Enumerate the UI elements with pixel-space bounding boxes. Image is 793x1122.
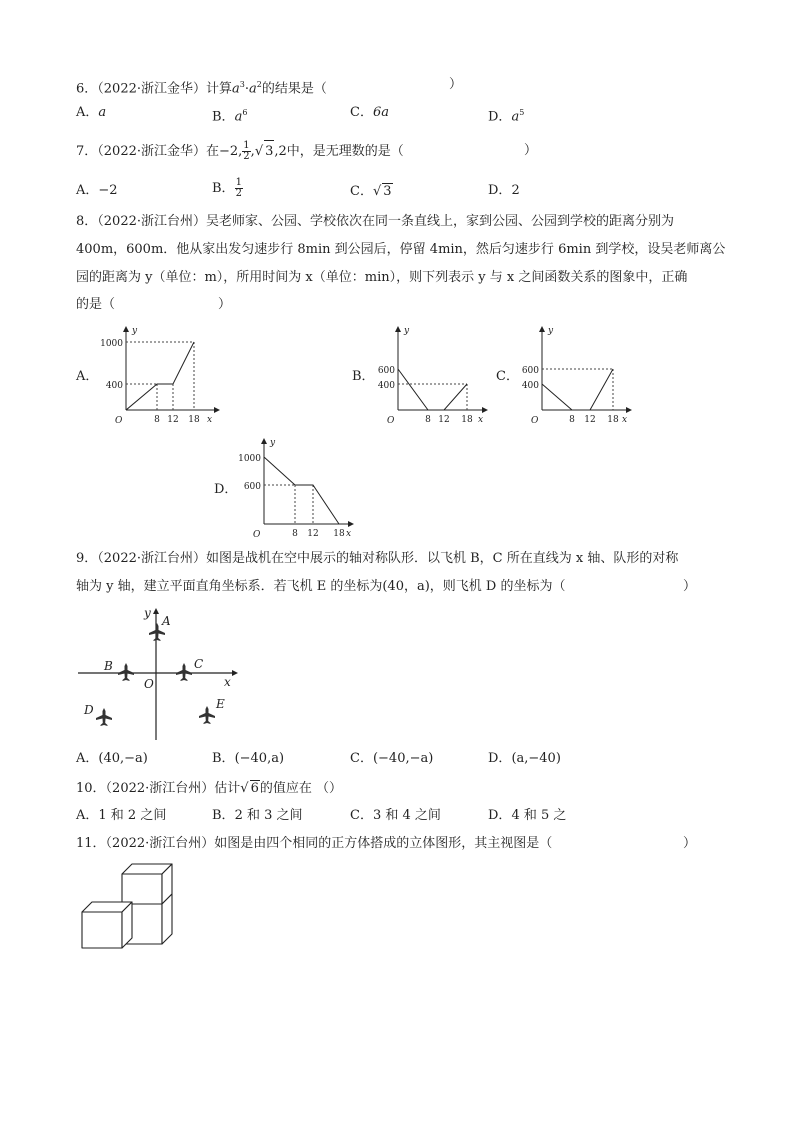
x-axis-label: x (478, 415, 484, 425)
q10-sqrt-value: 6 (250, 781, 259, 796)
y-tick-label: 600 (243, 482, 261, 492)
y-axis-label: y (548, 326, 554, 336)
option-text: (40,−a) (98, 751, 148, 766)
x-tick-label: 8 (154, 415, 160, 425)
plane-d-label: D (84, 703, 94, 717)
option-letter: B． (212, 751, 235, 766)
y-axis-arrow-icon (261, 438, 267, 444)
option-letter: C． (350, 105, 373, 120)
option-letter: D． (488, 109, 512, 125)
option-letter: B． (212, 808, 235, 823)
origin-label: O (144, 677, 154, 691)
y-axis-arrow-icon (153, 608, 159, 614)
x-axis-arrow-icon (482, 407, 488, 413)
x-axis-arrow-icon (626, 407, 632, 413)
option-letter: C． (350, 184, 373, 199)
q6-expr-a2: a (249, 81, 257, 97)
cube-front-face (82, 912, 122, 948)
y-tick-label: 400 (377, 381, 395, 391)
option-text: 1 和 2 之间 (98, 808, 167, 823)
q9-stem-line2: 轴为 y 轴，建立平面直角坐标系．若飞机 E 的坐标为(40，a)，则飞机 D 的坐标为（ (76, 579, 566, 594)
plane-b-icon (118, 663, 134, 681)
plane-b-label: B (104, 659, 113, 673)
y-axis-label: y (404, 326, 410, 336)
q7-option-b[interactable] (212, 178, 243, 200)
origin-label: O (253, 530, 261, 540)
x-tick-label: 8 (292, 529, 298, 539)
q7-option-c[interactable] (350, 183, 393, 200)
q8-stem-line1: 8．（2022·浙江台州）吴老师家、公园、学校依次在同一条直线上，家到公园、公园到学校的距离分别为 (76, 214, 674, 229)
option-letter: D． (488, 808, 512, 823)
origin-label: O (387, 416, 395, 426)
q9-stem-line1: 9．（2022·浙江台州）如图是战机在空中展示的轴对称队形．以飞机 B，C 所在直线为 x 轴、队形的对称 (76, 551, 679, 566)
q9-paren-close: ） (683, 579, 697, 594)
q11-cubes-figure (78, 860, 174, 952)
option-fraction (235, 178, 243, 199)
option-text: (−40,a) (234, 751, 285, 766)
q8-option-a[interactable]: A． (76, 369, 99, 384)
q9-formation-figure (78, 602, 248, 742)
origin-label: O (115, 416, 123, 426)
option-letter: D． (488, 183, 512, 198)
q6-stem-text: 6．（2022·浙江金华）计算 (76, 81, 232, 97)
plane-a-label: A (162, 614, 171, 628)
x-tick-label: 8 (425, 415, 431, 425)
sqrt-icon: √ (372, 184, 382, 199)
q10-option-c[interactable] (350, 808, 441, 824)
plane-e-icon (199, 706, 215, 724)
q8-option-c[interactable]: C． (496, 369, 519, 384)
x-tick-label: 18 (188, 415, 200, 425)
y-axis-label: y (132, 326, 138, 336)
sqrt-icon: √ (240, 781, 249, 796)
q8-stem-line4: 的是（ (76, 297, 116, 312)
graph-c (512, 322, 642, 426)
y-axis-label: y (270, 438, 276, 448)
y-axis-arrow-icon (395, 326, 401, 332)
q7-option-d[interactable] (488, 183, 520, 199)
q9-option-d[interactable] (488, 751, 561, 767)
y-tick-label: 1000 (238, 454, 261, 464)
option-exp: 5 (519, 108, 525, 117)
option-exp: 6 (242, 108, 248, 117)
x-axis-label: x (207, 415, 213, 425)
x-tick-label: 12 (438, 415, 450, 425)
sqrt-icon: √ (254, 144, 264, 159)
option-letter: A． (76, 105, 99, 120)
q6-option-b[interactable] (212, 105, 247, 125)
x-tick-label: 12 (167, 415, 179, 425)
y-axis-label: y (144, 606, 151, 620)
x-axis-arrow-icon (214, 407, 220, 413)
x-axis-label: x (622, 415, 628, 425)
x-axis-arrow-icon (232, 670, 238, 676)
q6-option-c[interactable] (350, 105, 389, 121)
option-text: (−40,−a) (372, 751, 434, 766)
option-letter: C． (350, 751, 373, 766)
q7-option-a[interactable] (76, 183, 118, 199)
x-axis-label: x (346, 529, 352, 539)
option-text: 2 和 3 之间 (234, 808, 303, 823)
y-tick-label: 600 (521, 366, 539, 376)
q7-list-pre: −2, (219, 144, 243, 159)
fraction-numerator: 1 (243, 140, 250, 151)
q7-paren-close: ） (524, 143, 538, 158)
q10-stem-text: 10．（2022·浙江台州）估计 (76, 781, 241, 796)
q6-expr-a1: a (232, 81, 240, 97)
q6-option-a[interactable] (76, 105, 106, 121)
q7-sqrt-value: 3 (264, 140, 274, 163)
plane-c-label: C (194, 657, 204, 671)
q7-stem (76, 140, 404, 163)
cube-front-face (122, 874, 162, 904)
x-axis-label: x (224, 675, 231, 689)
q7-stem-text: 7．（2022·浙江金华）在 (76, 144, 219, 159)
y-tick-label: 600 (377, 366, 395, 376)
y-tick-label: 400 (105, 381, 123, 391)
option-letter: A． (76, 183, 99, 198)
x-tick-label: 12 (307, 529, 319, 539)
graph-a-line (126, 342, 194, 410)
q6-expr-exp1: 3 (239, 80, 245, 89)
x-axis-arrow-icon (348, 521, 354, 527)
option-letter: A． (76, 751, 99, 766)
x-tick-label: 18 (461, 415, 473, 425)
q6-option-d[interactable] (488, 105, 524, 125)
q10-stem (76, 780, 342, 797)
option-text: 6a (372, 105, 389, 120)
option-letter: C． (350, 808, 373, 823)
q9-option-c[interactable] (350, 751, 433, 767)
q11-paren-close: ） (683, 836, 697, 851)
option-letter: A． (76, 808, 99, 823)
graph-b-line (398, 369, 467, 410)
q8-paren-close: ） (218, 297, 232, 312)
option-text: 2 (511, 183, 520, 198)
origin-label: O (531, 416, 539, 426)
plane-d-icon (96, 708, 112, 726)
fraction-denominator: 2 (235, 188, 242, 199)
y-axis-arrow-icon (539, 326, 545, 332)
q7-list-comma: , (250, 144, 255, 159)
q9-option-a[interactable] (76, 751, 148, 767)
fraction-numerator: 1 (235, 177, 242, 188)
option-sqrt-value: 3 (383, 184, 392, 199)
option-text: −2 (98, 183, 118, 198)
graph-b (368, 322, 498, 426)
q10-stem-end: 的值应在 （） (259, 781, 342, 796)
graph-a (96, 322, 230, 426)
option-text: a (98, 105, 107, 120)
q9-option-b[interactable] (212, 751, 284, 767)
q10-option-a[interactable] (76, 808, 166, 824)
plane-e-label: E (216, 697, 225, 711)
q6-stem (76, 77, 327, 97)
q10-option-d[interactable] (488, 808, 566, 824)
y-tick-label: 1000 (100, 339, 123, 349)
q6-stem-end: 的结果是（ (261, 81, 327, 97)
graph-c-line (542, 369, 613, 410)
graph-d (234, 434, 364, 540)
option-text: a (234, 109, 243, 125)
q6-expr-dot: · (244, 81, 249, 97)
q11-stem: 11．（2022·浙江台州）如图是由四个相同的正方体搭成的立体图形，其主视图是（ (76, 836, 553, 851)
y-axis-arrow-icon (123, 326, 129, 332)
option-letter: B． (212, 109, 235, 125)
option-letter: B． (212, 181, 235, 196)
q7-list-post: ,2中，是无理数的是（ (274, 144, 404, 159)
fraction-denominator: 2 (243, 151, 250, 162)
x-tick-label: 18 (607, 415, 619, 425)
option-letter: D． (488, 751, 512, 766)
y-tick-label: 400 (521, 381, 539, 391)
q8-option-d[interactable]: D． (214, 482, 238, 497)
option-text: 3 和 4 之间 (372, 808, 441, 823)
q6-paren-close: ） (449, 77, 463, 92)
x-tick-label: 8 (569, 415, 575, 425)
option-text: 4 和 5 之 (511, 808, 567, 823)
q10-option-b[interactable] (212, 808, 303, 824)
graph-d-line (264, 457, 339, 524)
x-tick-label: 12 (584, 415, 596, 425)
option-text: (a,−40) (511, 751, 561, 766)
plane-c-icon (176, 663, 192, 681)
q8-option-b[interactable]: B． (352, 369, 375, 384)
option-text: a (511, 109, 520, 125)
q8-stem-line3: 园的距离为 y（单位：m），所用时间为 x（单位：min），则下列表示 y 与 x 之间函数关系的图象中，正确 (76, 270, 688, 285)
q8-stem-line2: 400m，600m．他从家出发匀速步行 8min 到公园后，停留 4min，然后匀速步行 6min 到学校，设吴老师离公 (76, 242, 726, 257)
q7-fraction (242, 141, 250, 162)
x-tick-label: 18 (333, 529, 345, 539)
q6-expr-exp2: 2 (256, 80, 262, 89)
